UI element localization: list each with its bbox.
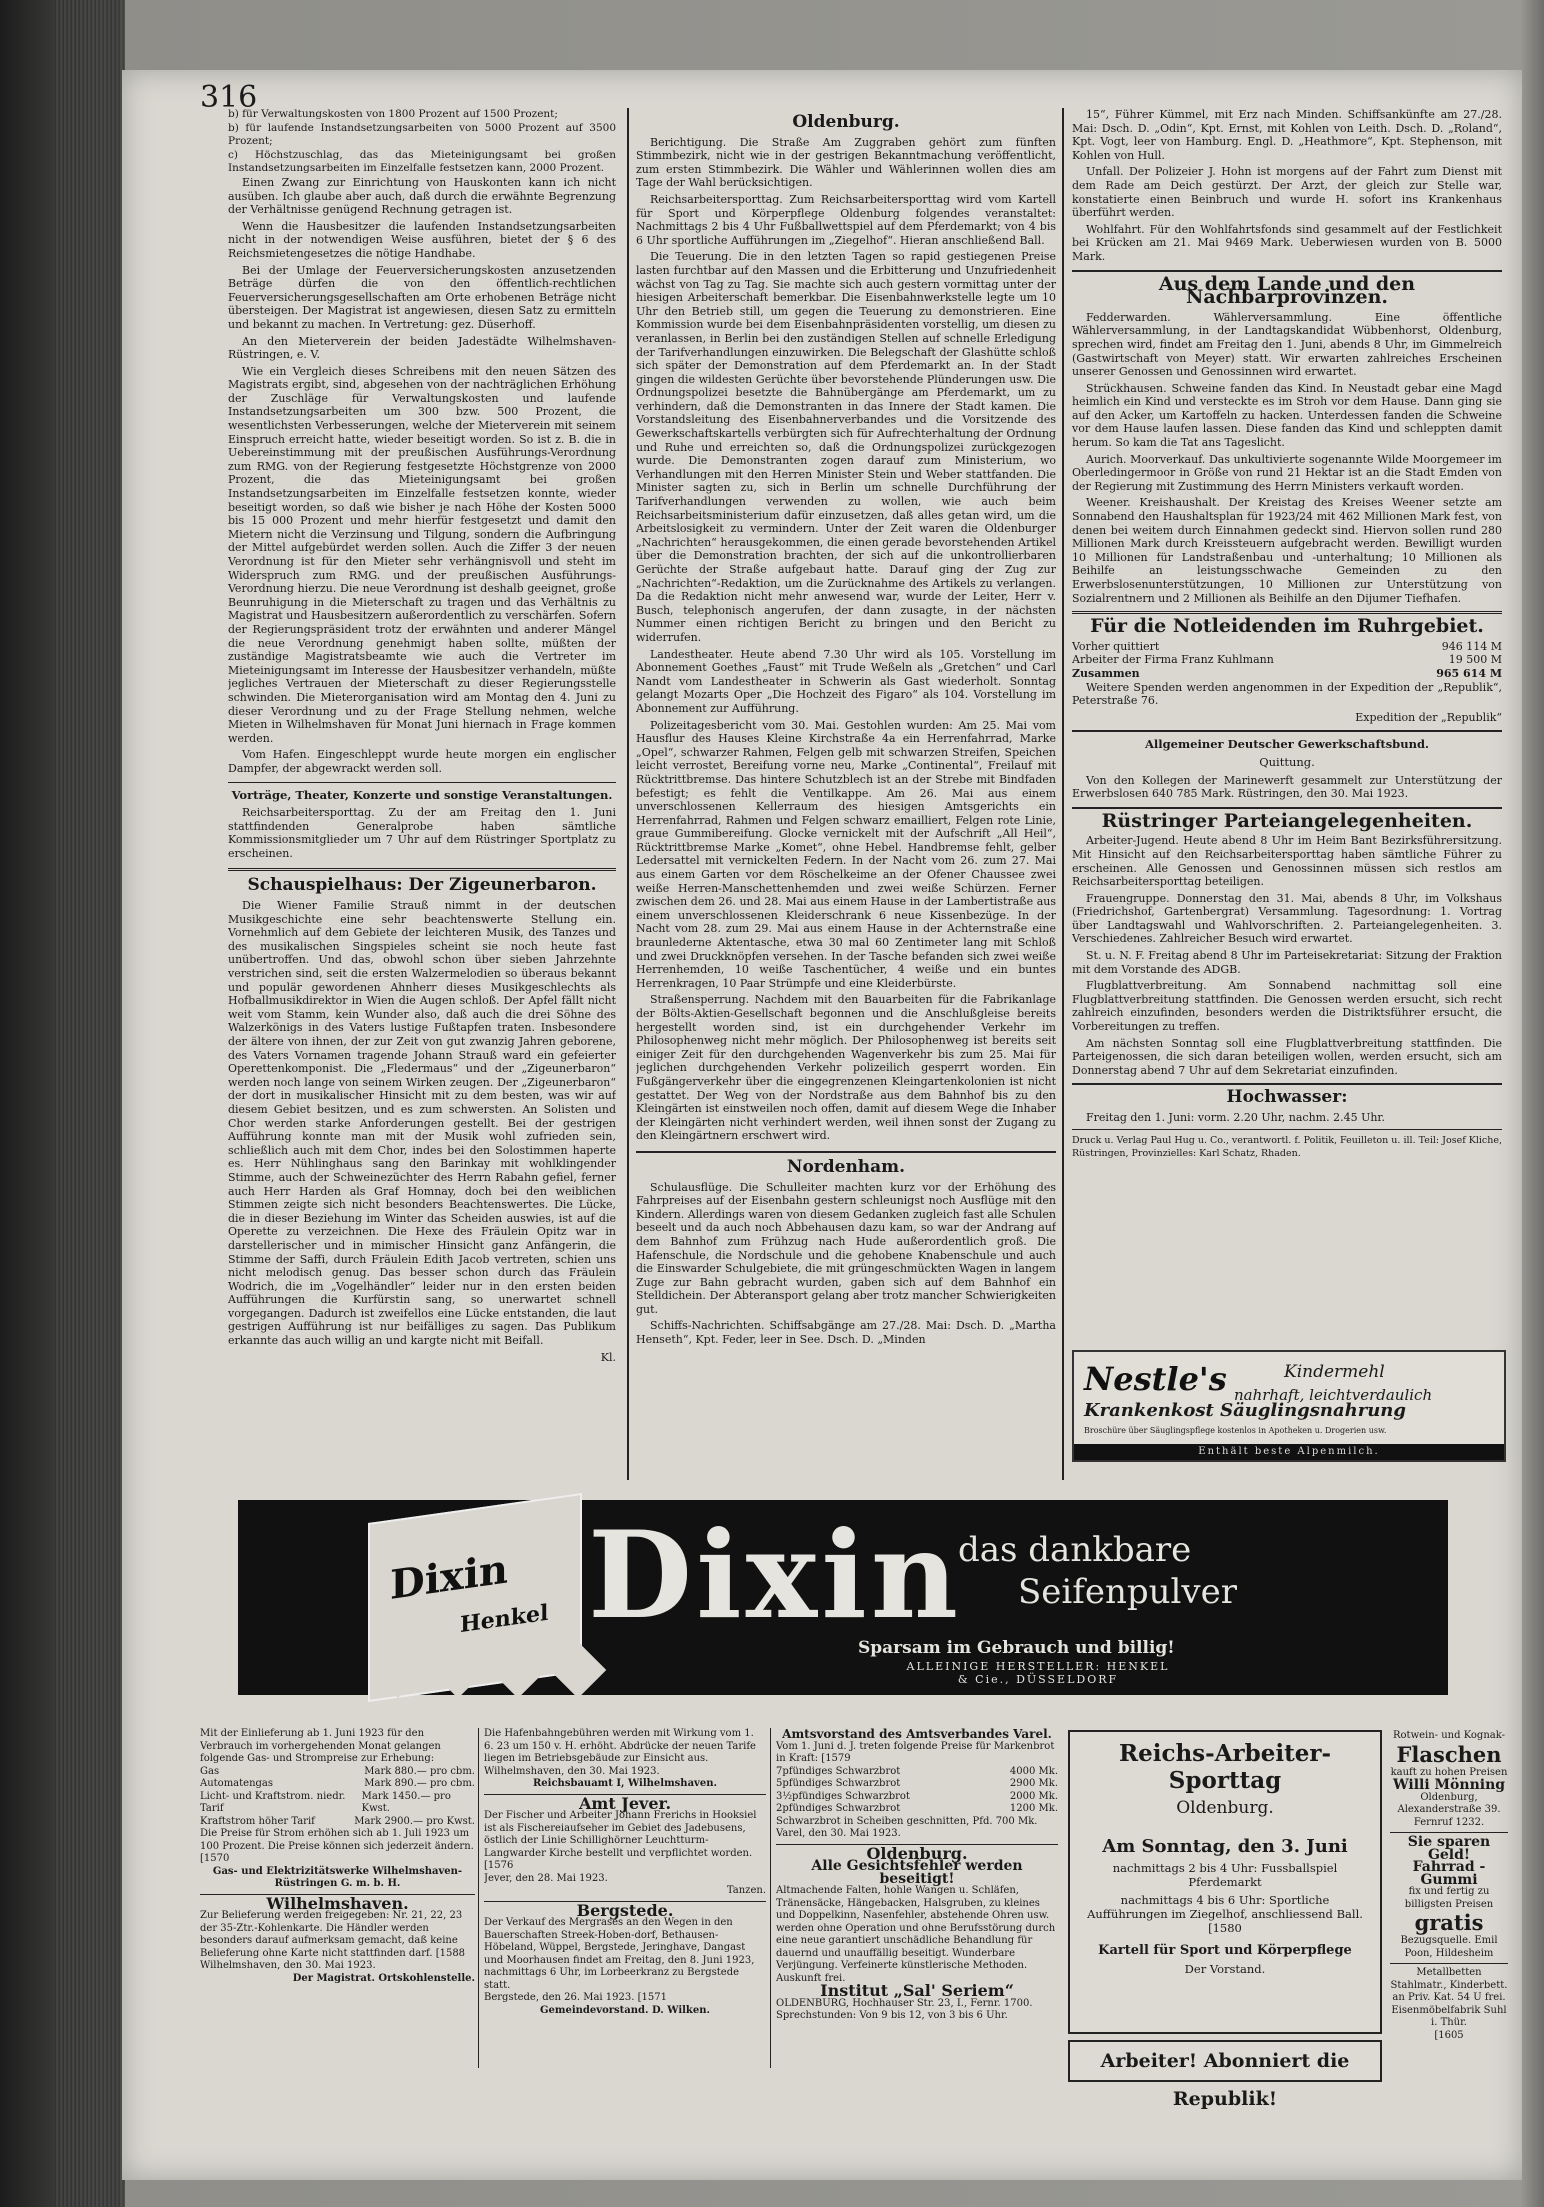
paragraph: Flugblattverbreitung. Am Sonnabend nachmittag soll eine Flugblattverbreitung stattfinden. Die Genossen werden ersucht, sich recht zahlreich einzufinden, besonders werden die Distriktsführer ersucht, die Vorbereitungen zu treffen.: [1072, 979, 1502, 1034]
section-heading: Aus dem Lande und den Nachbarprovinzen.: [1158, 272, 1416, 309]
paragraph: Reichsarbeitersporttag. Zu der am Freitag den 1. Juni stattfindenden Generalprobe haben sämtliche Kommissionsmitglieder um 7 Uhr auf dem Rüstringer Sportplatz zu erscheinen.: [228, 806, 616, 860]
paragraph: Die Wiener Familie Strauß nimmt in der deutschen Musikgeschichte eine sehr beachtenswerte Stellung ein. Vornehmlich auf dem Gebiete der leichteren Musik, des Tanzes und des musikalischen Singspieles scheint sie noch heute fast unübertroffen. Und das, obwohl schon über sieben Jahrzehnte verstrichen sind, seit die ersten Walzermelodien so überaus bekannt und populär gewordenen Ahnherr dieses Musikgeschlechts als Hofballmusikdirektor in Wien die Augen schloß. Der Apfel fällt nicht weit vom Stamm, kein Wunder also, daß auch die drei Söhne des Walzerkönigs in des Vaters lustige Fußtapfen traten. Insbesondere der ältere von ihnen, der zur Zeit von gut zwanzig Jahren geborene, des Vaters Vornamen tragende Johann Strauß ward ein gefeierter Operettenkomponist. Die „Fledermaus“ und der „Zigeunerbaron“ werden noch lange von seinem Wirken zeugen. Der „Zigeunerbaron“ der dort in musikalischer Hinsicht mit zu dem besten, was wir auf diesem Gebiet besitzen, und es zum schwersten. An Solisten und Chor werden starke Anforderungen gestellt. Bei der gestrigen Aufführung konnte man mit der Musik wohl zufrieden sein, schließlich auch mit dem Chor, indes bei den Solostimmen haperte es. Herr Nühlinghaus sang den Barinkay mit wohlklingender Stimme, auch der Schweinezüchter des Herrn Rabahn gefiel, ferner auch Herr Harden als Graf Homnay, doch bei den weiblichen Stimmen zeigte sich nicht besonders Beachtenswertes. Die Lücke, die in dieser Beziehung im Winter das Scheiden auswies, ist auf die Operette zu verzeichnen. Die Hexe des Fräulein Opitz war in darstellerischer und in mimischer Hinsicht ganz Anfängerin, die Stimme der Saffi, durch Fräulein Edith Jacob vertreten, schien uns nicht melodisch genug. Das besser schon durch das Fräulein Wodrich, die im „Vogelhändler“ leider nur in den ersten beiden Aufführungen die Kurfürstin sang, so unerwartet schnell vorgegangen. Dadurch ist zweifellos eine Lücke entstanden, die laut gestrigen Aufführung ist nur beifälliges zu sagen. Das Publikum erkannte das auch willig an und kargte nicht mit Beifall.: [228, 899, 616, 1348]
ad-heading: Sie sparen Geld!: [1407, 1834, 1491, 1863]
paragraph: Reichsarbeitersporttag. Zum Reichsarbeitersporttag wird vom Kartell für Sport und Körperpflege Oldenburg folgendes veranstaltet: Nachmittags 2 bis 4 Uhr Fußballwettspiel auf dem Pferdemarkt; von 4 bis 6 Uhr sportliche Aufführungen im „Ziegelhof“. Hieran anschließend Ball.: [636, 192, 1056, 247]
ad-text: Oldenburg,: [1420, 1791, 1478, 1803]
ad-signature: Reichsbauamt I, Wilhelmshaven.: [533, 1778, 717, 1789]
fee-item: c) Höchstzuschlag, das das Mieteinigungsamt bei großen Instandsetzungsarbeiten im Einzelfalle festsetzen kann, 2000 Prozent.: [228, 148, 616, 175]
ad-text: Mit der Einlieferung ab 1. Juni 1923 für den Verbrauch im vorhergehenden Monat gelangen folgende Gas- und Strompreise zur Erhebung:: [200, 1728, 441, 1764]
ad-heading: Flaschen: [1396, 1741, 1502, 1767]
paragraph: Unfall. Der Polizeier J. Hohn ist morgens auf der Fahrt zum Dienst mit dem Rade am Deich gestürzt. Der Arzt, der gleich zur Stelle war, konstatierte einen Beinbruch und wurde H. sofort ins Krankenhaus überführt werden.: [1072, 165, 1502, 220]
paragraph: Straßensperrung. Nachdem mit den Bauarbeiten für die Fabrikanlage der Bölts-Aktien-Gesellschaft begonnen und die Anschlußgleise bereits hergestellt worden sind, ist ein durchgehender Verkehr im Philosophenweg nicht mehr möglich. Der Philosophenweg ist bereits seit einiger Zeit für den durchgehenden Wagenverkehr bis zum 25. Mai für jeglichen durchgehenden Verkehr polizeilich gesperrt worden. Ein Fußgängerverkehr über die eingegrenzenen Kleingartenkolonien ist nicht gestattet. Der Weg von der Nordstraße aus dem Bahnhof bis zu den Kleingärten ist einstweilen noch offen, damit auf diesem Wege die Inhaber der Kleingärten nicht verhindert werden, weil ihnen sonst der Zugang zu den Kleingärtnern erschwert wird.: [636, 993, 1056, 1143]
ad-signature: Gemeindevorstand. D. Wilken.: [540, 2004, 710, 2016]
paragraph: Schiffs-Nachrichten. Schiffsabgänge am 27./28. Mai: Dsch. D. „Martha Henseth“, Kpt. Feder, leer in See. Dsch. D. „Minden: [636, 1319, 1056, 1347]
nestle-advertisement: [1072, 1350, 1506, 1462]
ad-text: Vom 1. Juni d. J. treten folgende Preise für Markenbrot in Kraft: [1579: [776, 1740, 1055, 1764]
ad-signature: Gas- und Elektrizitätswerke Wilhelmshaven-Rüstringen G. m. b. H.: [212, 1865, 463, 1889]
paragraph: Wohlfahrt. Für den Wohlfahrtsfonds sind gesammelt auf der Festlichkeit bei Krücken am 21. Mai 9469 Mark. Ueberwiesen wurden von B. 5000 Mark.: [1072, 222, 1502, 263]
column-divider: [478, 1728, 479, 2068]
ad-text: Oldenburg.: [1176, 1798, 1274, 1818]
page-number: 316: [200, 80, 258, 115]
ad-heading: Oldenburg.: [866, 1843, 968, 1863]
ad-text: nachmittags 4 bis 6 Uhr: Sportliche Aufführungen im Ziegelhof, anschliessend Ball. [1580: [1087, 1893, 1363, 1935]
ad-text: Broschüre über Säuglingspflege kostenlos in Apotheken u. Drogerien usw.: [1084, 1426, 1387, 1435]
ad-text: Krankenkost Säuglingsnahrung: [1084, 1400, 1406, 1421]
price-row: 7pfündiges Schwarzbrot 4000 Mk.: [776, 1765, 1058, 1777]
ad-text: OLDENBURG, Hochhauser Str. 23, I., Fernr. 1700. Sprechstunden: Von 9 bis 12, von 3 bis 6 Uhr.: [776, 1997, 1033, 2021]
ad-text: Enthält beste Alpenmilch.: [1074, 1444, 1504, 1460]
ad-text: ALLEINIGE HERSTELLER: HENKEL & Cie., DÜSSELDORF: [906, 1660, 1170, 1686]
paragraph: An den Mieterverein der beiden Jadestädte Wilhelmshaven-Rüstringen, e. V.: [228, 334, 616, 362]
ad-text: Henkel: [460, 1599, 549, 1639]
ad-heading: Amt Jever.: [578, 1793, 672, 1813]
ad-heading: Bergstede.: [576, 1900, 674, 1920]
section-heading: Vorträge, Theater, Konzerte und sonstige Veranstaltungen.: [231, 787, 613, 802]
fee-item: b) für Verwaltungskosten von 1800 Prozent auf 1500 Prozent;: [228, 108, 558, 120]
section-heading: Nordenham.: [786, 1156, 906, 1177]
section-heading: Rüstringer Parteiangelegenheiten.: [1101, 809, 1473, 832]
ad-heading: Am Sonntag, den 3. Juni: [1102, 1836, 1348, 1857]
price-row: 5pfündiges Schwarzbrot 2900 Mk.: [776, 1778, 1058, 1789]
price-row: 3½pfündiges Schwarzbrot 2000 Mk.: [776, 1790, 1058, 1802]
ad-text: Bergstede, den 26. Mai 1923. [1571: [484, 1992, 667, 2003]
ad-text: Wilhelmshaven, den 30. Mai 1923.: [484, 1765, 660, 1777]
ad-heading: gratis: [1414, 1910, 1484, 1935]
ad-text: nachmittags 2 bis 4 Uhr: Fussballspiel Pferdemarkt: [1112, 1861, 1338, 1889]
paragraph: Von den Kollegen der Marinewerft gesammelt zur Unterstützung der Erwerbslosen 640 785 Mark. Rüstringen, den 30. Mai 1923.: [1072, 773, 1502, 801]
column-1: [228, 108, 616, 1488]
price-row: Gas Mark 880.— pro cbm.: [200, 1765, 475, 1777]
ad-text: Der Verkauf des Mergrases an den Wegen in den Bauerschaften Streek-Hoben-dorf, Bethausen-Höbeland, Wüppel, Bergstede, Jeringhave, Dangast und Moorhausen findet am Freitag, den 8. Juni 1923, nachmittags 6 Uhr, im Lorbeerkranz zu Bergstede statt.: [484, 1917, 755, 1991]
sporttag-advertisement: [1068, 1730, 1382, 2034]
paragraph: Vom Hafen. Eingeschleppt wurde heute morgen ein englischer Dampfer, der abgewrackt werden soll.: [228, 748, 616, 775]
paragraph: Bei der Umlage der Feuerversicherungskosten anzusetzenden Beträge dürfen die von den öffentlich-rechtlichen Feuerversicherungsgesellschaften am Orte erhobenen Beträge nicht übersteigen. Der Magistrat ist angewiesen, diesen Satz zu ermitteln und bekannt zu machen. In Vertretung: gez. Düserhoff.: [228, 263, 616, 331]
paragraph: Landestheater. Heute abend 7.30 Uhr wird als 105. Vorstellung im Abonnement Goethes „Faust“ mit Trude Weßeln als „Gretchen“ und Carl Nandt vom Landestheater in Schwerin als Gast wiederholt. Sonntag gelangt Mozarts Oper „Die Hochzeit des Figaro“ als 104. Vorstellung im Abonnement zur Aufführung.: [636, 647, 1056, 715]
ad-text: Alexanderstraße 39. Fernruf 1232.: [1397, 1804, 1501, 1828]
paragraph: Arbeiter-Jugend. Heute abend 8 Uhr im Heim Bant Bezirksführersitzung. Mit Hinsicht auf den Reichsarbeitersporttag haben sämtliche Führer zu erscheinen. Alle Genossen und Genossinnen müssen sich restlos am Reichsarbeitersporttag beteiligen.: [1072, 834, 1502, 889]
ad-text: [1605: [1434, 2029, 1464, 2041]
paragraph: Weener. Kreishaushalt. Der Kreistag des Kreises Weener setzte am Sonnabend den Haushaltsplan für 1923/24 mit 462 Millionen Mark fest, von denen bei weitem durch Einnahmen gedeckt sind. Hiervon sollen rund 280 Millionen Mark durch Kreissteuern aufgebracht werden. Bewilligt wurden 10 Millionen für Landstraßenbau und -unterhaltung; 10 Millionen als Beihilfe an leistungsschwache Gemeinden zu den Erwerbslosenunterstützungen, 10 Millionen zur Unterstützung von Sozialrentnern und 2 Millionen als Beihilfe an den Dijumer Tiefhafen.: [1072, 496, 1502, 605]
ad-text: Bezugsquelle. Emil Poon, Hildesheim: [1400, 1935, 1498, 1959]
paragraph: Wie ein Vergleich dieses Schreibens mit den neuen Sätzen des Magistrats ergibt, sind, abgesehen von der nachträglichen Erhöhung der Zuschläge für Verwaltungskosten und laufende Instandsetzungsarbeiten um 300 bzw. 500 Prozent, die wesentlichsten Verbesserungen, welche der Mieterverein mit seinem Einspruch erreicht hatte, wieder beseitigt worden. So ist z. B. die in Uebereinstimmung mit der preußischen Ausführungs-Verordnung zum RMG. von der Regierung festgesetzte Höchstgrenze von 2000 Prozent, die das Mieteinigungsamt bei großen Instandsetzungsarbeiten im Einzelfalle festsetzen konnte, wieder beseitigt worden, so daß wie bisher je nach Höhe der Kosten 5000 bis 15 000 Prozent und mehr hierfür festgesetzt und damit den Mietern nicht die Verzinsung und Tilgung, sondern die Aufbringung der Mittel aufgebürdet werden sollen. Auch die Ziffer 3 der neuen Verordnung ist für den Mieter sehr verhängnisvoll und steht im Widerspruch zum RMG. und der preußischen Ausführungs-Verordnung hierzu. Die neue Verordnung ist deshalb geeignet, große Beunruhigung in die Mieterschaft zu tragen und das Verhältnis zu Magistrat und Hausbesitzern außerordentlich zu verschärfen. Sofern der Regierungspräsident trotz der erwähnten und anderer Mängel die neue Verordnung genehmigt haben sollte, müßten der zuständige Magistratsbeamte wie auch die Vertreter im Mieteinigungsamt im Interesse der Hausbesitzer verhandeln, müßte jegliches Vertrauen der Mieterschaft zu dieser Regierungsstelle schwinden. Die Mieterorganisation wird am Montag den 4. Juni zu dieser Verordnung und zu der Frage Stellung nehmen, welche Mieten in Wilhelmshaven für Monat Juni hiernach in Frage kommen werden.: [228, 364, 616, 745]
fee-item: b) für laufende Instandsetzungsarbeiten von 5000 Prozent auf 3500 Prozent;: [228, 121, 616, 148]
ad-signature: Der Magistrat. Ortskohlenstelle.: [292, 1972, 475, 1984]
ad-heading: Institut „Sal' Seriem“: [820, 1981, 1014, 2000]
ad-text: Varel, den 30. Mai 1923.: [776, 1828, 901, 1839]
signature: Kl.: [600, 1350, 616, 1364]
paragraph: Einen Zwang zur Einrichtung von Hauskonten kann ich nicht ausüben. Ich glaube aber auch, daß durch die erwähnte Begrenzung der Verhältnisse genügend Rechnung getragen ist.: [228, 175, 616, 217]
column-2: [636, 110, 1056, 1482]
section-heading: Für die Notleidenden im Ruhrgebiet.: [1090, 615, 1484, 638]
section-heading: Schauspielhaus: Der Zigeunerbaron.: [247, 875, 597, 896]
ad-text: Die Hafenbahngebühren werden mit Wirkung vom 1. 6. 23 um 150 v. H. erhöht. Abdrücke der neuen Tarife liegen im Betriebsgebäude zur Einsicht aus.: [484, 1728, 756, 1764]
ad-heading: Fahrrad - Gummi: [1412, 1859, 1486, 1888]
paragraph: Berichtigung. Die Straße Am Zuggraben gehört zum fünften Stimmbezirk, nicht wie in der gestrigen Bekanntmachung veröffentlicht, zum ersten Stimmbezirk. Die Wähler und Wählerinnen wollen dies am Tage der Wahl berücksichtigen.: [636, 135, 1056, 190]
section-heading: Oldenburg.: [792, 112, 900, 132]
section-heading: Hochwasser:: [1226, 1087, 1348, 1108]
ad-text: Seifenpulver: [1018, 1572, 1238, 1612]
small-ads-column: [1390, 1730, 1508, 2070]
ad-text: nahrhaft, leichtverdaulich: [1234, 1386, 1433, 1404]
ad-text: Schwarzbrot in Scheiben geschnitten, Pfd. 700 Mk.: [776, 1815, 1038, 1827]
ad-text: fix und fertig zu billigsten Preisen: [1404, 1886, 1494, 1910]
paragraph: Freitag den 1. Juni: vorm. 2.20 Uhr, nachm. 2.45 Uhr.: [1086, 1111, 1385, 1124]
ad-heading: Reichs-Arbeiter-Sporttag: [1118, 1740, 1332, 1794]
nestle-logo: Nestle's: [1084, 1360, 1227, 1398]
paragraph: Aurich. Moorverkauf. Das unkultivierte sogenannte Wilde Moorgemeer im Oberledingermoor in Größe von rund 21 Hektar ist an die Stadt Emden von der Regierung mit Zustimmung des Herrn Ministers verkauft worden.: [1072, 452, 1502, 493]
ad-heading: Amtsvorstand des Amtsverbandes Varel.: [782, 1728, 1052, 1741]
signature: Expedition der „Republik“: [1355, 710, 1502, 724]
book-binding: [55, 0, 125, 2207]
column-3: [1072, 108, 1502, 1348]
paragraph: Die Teuerung. Die in den letzten Tagen so rapid gestiegenen Preise lasten furchtbar auf den Massen und die Erbitterung und Unzufriedenheit wächst von Tag zu Tag. Sie machte sich auch gestern vormittag unter der hiesigen Arbeiterschaft bemerkbar. Die Eisenbahnwerkstelle legte um 10 Uhr den Betrieb still, um gegen die Teuerung zu demonstrieren. Eine Kommission wurde bei dem Eisenbahnpräsidenten vorstellig, um diesen zu veranlassen, in Berlin bei den zuständigen Stellen auf schnelle Erledigung der Tarifverhandlungen einzuwirken. Die Belegschaft der Glashütte schloß sich später der Demonstration auf dem Pferdemarkt an. In der Stadt gingen die wildesten Gerüchte über bevorstehende Plünderungen usw. Die Ordnungspolizei besetzte die Bahnübergänge am Pferdemarkt, um zu verhindern, daß die Demonstranten in das Innere der Stadt kamen. Die Vorstandsleitung des Eisenbahnerverbandes und die Vorsitzende des Gewerkschaftskartells verbürgten sich für Aufrechterhaltung der Ordnung und Ruhe und erreichten so, daß die Ordnungspolizei zurückgezogen wurde. Die Demonstranten zogen darauf zum Ministerium, wo Verhandlungen mit den Herren Minister Stein und Weber stattfanden. Die Minister sagten zu, sich in Berlin um schnelle Durchführung der Tarifverhandlungen verwenden zu wollen, wie auch beim Reichsarbeitsministerium dafür einzusetzen, daß alles getan wird, um die Arbeitslosigkeit zu vermindern. Unter der Zeit waren die Oldenburger „Nachrichten“ herausgekommen, die einen gerade bevorstehenden Artikel über die Demonstration brachten, der sich auf die unkontrollierbaren Gerüchte der Straße aufgebaut hatte. Darauf ging der Zug zur „Nachrichten“-Redaktion, um die Zurücknahme des Artikels zu verlangen. Da die Redaktion nicht mehr anwesend war, wurde der Leiter, Herr v. Busch, telephonisch angerufen, der dann zusagte, in der nächsten Nummer einen richtigen Bericht zu bringen und den Bericht zu widerrufen.: [636, 250, 1056, 644]
ad-text: Metallbetten Stahlmatr., Kinderbett. an Priv. Kat. 54 U frei. Eisenmöbelfabrik Suhl i. Thür.: [1390, 1967, 1508, 2028]
donation-total: Zusammen 965 614 M: [1072, 666, 1502, 680]
paragraph: Polizeitagesbericht vom 30. Mai. Gestohlen wurden: Am 25. Mai vom Hausflur des Hauses Kleine Kirchstraße 4a ein Herrenfahrrad, Marke „Opel“, schwarzer Rahmen, Felgen gelb mit schwarzen Streifen, Speichen leicht verrostet, Bereifung vorne neu, Marke „Continental“, Freilauf mit Rücktrittbremse. Das hintere Schutzblech ist an der Strebe mit Bindfaden befestigt; es fehlt die Ventilkappe. Am 26. Mai aus einem unverschlossenen Kellerraum des hiesigen Amtsgerichts ein Herrenfahrrad, Rahmen und Felgen schwarz emailliert, Felgen rote Linie, graue Gummibereifung. Glocke vernickelt mit der Aufschrift „All Heil“, Rücktrittbremse Marke „Komet“, ohne Hebel. Handbremse fehlt, gelber Ledersattel mit vernickelten Federn. In der Nacht vom 26. zum 27. Mai aus einem Garten vor dem Röschelkeime an der Ofener Chaussee zwei weiße Herren-Manschettenhemden und zwei weiße Schürzen. Ferner zwischen dem 26. und 28. Mai aus einem Hause in der Lambertistraße aus einem unverschlossenen Kleiderschrank 6 neue Kissenbezüge. In der Nacht vom 28. zum 29. Mai aus einem Hause in der Achternstraße eine braunlederne Aktentasche, etwa 30 mal 60 Zentimeter lang mit Schloß und zwei Druckknöpfen versehen. In der Tasche befanden sich zwei weiße Herrenhemden, 10 weiße Taschentücher, 4 weiße und ein buntes Herrenkragen, 10 Paar Strümpfe und eine Kleiderbürste.: [636, 718, 1056, 990]
column-divider: [627, 108, 629, 1480]
subscribe-banner: Arbeiter! Abonniert die Republik!: [1068, 2040, 1382, 2082]
ad-text: Rotwein- und Kognak-: [1393, 1730, 1505, 1741]
section-subheading: Quittung.: [1259, 754, 1315, 769]
gas-electric-notice: [200, 1728, 475, 2078]
column-divider: [770, 1728, 771, 2068]
ad-text: Die Preise für Strom erhöhen sich ab 1. Juli 1923 um 100 Prozent. Die Preise können sich jederzeit ändern. [1570: [200, 1828, 474, 1864]
impressum: Druck u. Verlag Paul Hug u. Co., verantwortl. f. Politik, Feuilleton u. ill. Teil: Josef Kliche, Rüstringen, Provinzielles: Karl Schatz, Rhaden.: [1072, 1134, 1502, 1160]
price-row: Kraftstrom höher Tarif Mark 2900.— pro Kwst.: [200, 1815, 475, 1827]
ad-text: Kartell für Sport und Körperpflege: [1098, 1943, 1352, 1958]
paragraph: Wenn die Hausbesitzer die laufenden Instandsetzungsarbeiten nicht in der notwendigen Weise ausführen, bietet der § 6 des Reichsmietengesetzes die nötige Handhabe.: [228, 219, 616, 260]
paragraph: Frauengruppe. Donnerstag den 31. Mai, abends 8 Uhr, im Volkshaus (Friedrichshof, Gartenbergrat) Versammlung. Tagesordnung: 1. Vortrag über Landtagswahl und Wahlvorschriften. 2. Parteiangelegenheiten. 3. Verschiedenes. Zahlreicher Besuch wird erwartet.: [1072, 891, 1502, 946]
dixin-logo: Dixin: [588, 1505, 963, 1646]
official-notices: [484, 1728, 766, 2078]
donation-row: Arbeiter der Firma Franz Kuhlmann 19 500 M: [1072, 653, 1502, 667]
donation-row: Vorher quittiert 946 114 M: [1072, 639, 1502, 653]
ad-text: Wilhelmshaven, den 30. Mai 1923.: [200, 1960, 376, 1971]
paragraph: Schulausflüge. Die Schulleiter machten kurz vor der Erhöhung des Fahrpreises auf der Eisenbahn gestern schleunigst noch Ausflüge mit den Kindern. Allerdings waren von diesem Gedanken zugleich fast alle Schulen beseelt und da auch noch Abbehausen dazu kam, so war der Andrang auf dem Bahnhof zum Frühzug nach Hude außerordentlich groß. Die Hafenschule, die Nordschule und die gehobene Knabenschule und auch die Einswarder Schulgebiete, die mit grüngeschmückten Wagen in langem Zuge zur Bahn gebracht wurden, gaben sich auf dem Bahnhof ein Stelldichein. Der Abteransport gelang aber trotz mancher Schwierigkeiten gut.: [636, 1180, 1056, 1316]
paragraph: Fedderwarden. Wählerversammlung. Eine öffentliche Wählerversammlung, in der Landtagskandidat Wübbenhorst, Oldenburg, sprechen wird, findet am Freitag den 1. Juni, abends 8 Uhr, im Gimmelreich (Gastwirtschaft von Meyer) statt. Wir erwarten zahlreiches Erscheinen unserer Genossen und Genossinnen wird erwartet.: [1072, 310, 1502, 379]
varel-bread-and-institute-ads: [776, 1728, 1058, 2078]
price-row: Licht- und Kraftstrom. niedr. Tarif Mark 1450.— pro Kwst.: [200, 1790, 451, 1814]
fee-list: [228, 108, 616, 176]
ad-text: Dixin: [390, 1545, 509, 1609]
paragraph: Strückhausen. Schweine fanden das Kind. In Neustadt gebar eine Magd heimlich ein Kind und versteckte es im Stroh vor dem Hause. Dann ging sie auf den Acker, um Kartoffeln zu hacken. Unterdessen fanden die Schweine vor dem Hause laufen lassen. Diese fanden das Kind und schleppten damit herum. So kam die Tat ans Tageslicht.: [1072, 381, 1502, 450]
ad-text: Kindermehl: [1284, 1362, 1385, 1382]
paragraph: St. u. N. F. Freitag abend 8 Uhr im Parteisekretariat: Sitzung der Fraktion mit dem Vorstande des ADGB.: [1072, 949, 1502, 976]
ad-text: das dankbare: [958, 1530, 1192, 1570]
ad-text: Der Fischer und Arbeiter Johann Frerichs in Hooksiel ist als Fischereiaufseher im Gebiet des Jadebusens, östlich der Linie Schillighörner Leuchtturm-Langwarder Kirche bestellt und verpflichtet worden. [1576: [484, 1810, 757, 1871]
ad-text: Jever, den 28. Mai 1923.: [484, 1872, 608, 1884]
section-heading: Allgemeiner Deutscher Gewerkschaftsbund.: [1144, 737, 1429, 752]
ad-signature: Tanzen.: [726, 1885, 766, 1896]
ad-text: kauft zu hohen Preisen: [1390, 1766, 1508, 1778]
paragraph: Am nächsten Sonntag soll eine Flugblattverbreitung stattfinden. Die Parteigenossen, die sich daran beteiligen wollen, werden ersucht, sich am Donnerstag abend 7 Uhr auf dem Sekretariat einzufinden.: [1072, 1036, 1502, 1077]
ad-text: Willi Mönning: [1392, 1777, 1506, 1793]
ad-text: Sparsam im Gebrauch und billig!: [858, 1638, 1175, 1658]
ad-text: Der Vorstand.: [1184, 1962, 1266, 1976]
paragraph: 15“, Führer Kümmel, mit Erz nach Minden. Schiffsankünfte am 27./28. Mai: Dsch. D. „Odin“, Kpt. Ernst, mit Kohlen von Leith. Dsch. D. „Roland“, Kpt. Vogt, leer von Hamburg. Engl. D. „Heathmore“, Kpt. Stephenson, mit Kohlen von Hull.: [1072, 108, 1502, 162]
price-row: Automatengas Mark 890.— pro cbm.: [200, 1778, 475, 1789]
dixin-advertisement: [238, 1500, 1448, 1695]
ad-text: Altmachende Falten, hohle Wangen u. Schläfen, Tränensäcke, Hängebacken, Halsgruben, zu kleines und Doppelkinn, Nasenfehler, abstehende Ohren usw. werden ohne Operation und ohne Berufsstörung durch eine neue garantiert unschädliche Behandlung für dauernd und unauffällig beseitigt. Wunderbare Verjüngung. Verfeinerte künstlerische Methoden. Auskunft frei.: [776, 1885, 1056, 1984]
ad-heading: Wilhelmshaven.: [266, 1893, 409, 1913]
ad-headline: Alle Gesichtsfehler werden beseitigt!: [811, 1858, 1023, 1887]
column-divider: [1062, 108, 1064, 1480]
ad-text: Zur Belieferung werden freigegeben: Nr. 21, 22, 23 der 35-Ztr.-Kohlenkarte. Die Händler werden besonders darauf aufmerksam gemacht, daß keine Belieferung ohne Karte nicht stattfinden darf. [1588: [200, 1910, 466, 1959]
price-row: 2pfündiges Schwarzbrot 1200 Mk.: [776, 1803, 1058, 1814]
paragraph: Weitere Spenden werden angenommen in der Expedition der „Republik“, Peterstraße 76.: [1072, 680, 1502, 708]
